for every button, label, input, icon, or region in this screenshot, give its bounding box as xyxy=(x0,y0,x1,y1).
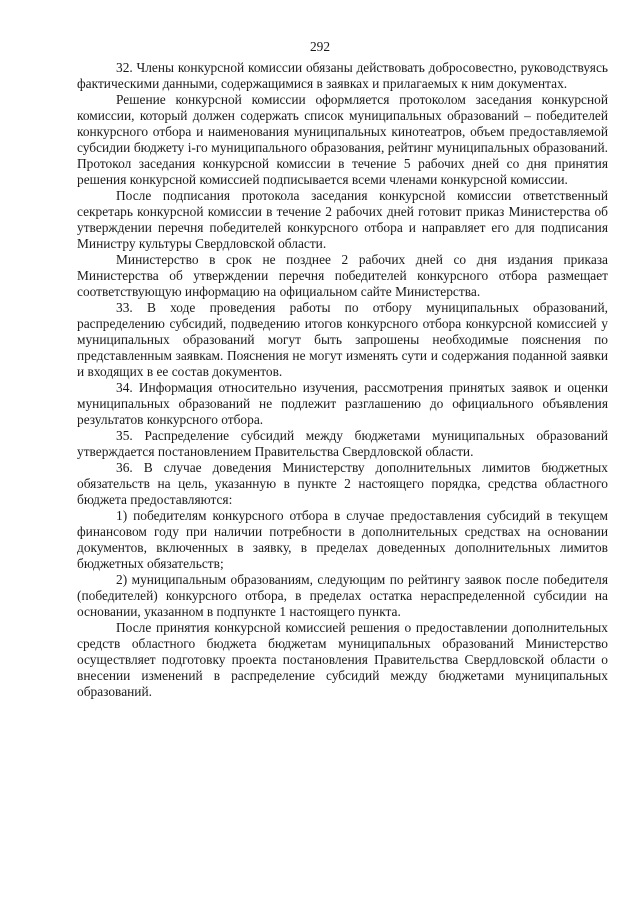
paragraph-32: 32. Члены конкурсной комиссии обязаны действовать добросовестно, руководствуясь фактическими данными, содержащимися в заявках и прилагаемых к ним документах. xyxy=(77,60,608,91)
page-number: 292 xyxy=(309,39,331,54)
paragraph-36-item-1: 1) победителям конкурсного отбора в случае предоставления субсидий в текущем финансовом году при наличии потребности в дополнительных средствах на основании документов, включенных в заявку, в пределах доведенных дополнительных лимитов бюджетных обязательств; xyxy=(77,508,608,571)
paragraph-33: 33. В ходе проведения работы по отбору муниципальных образований, распределению субсидий, подведению итогов конкурсного отбора конкурсной комиссией у муниципальных образований могут быть запрошены необходимые пояснения по представленным заявкам. Пояснения не могут изменять сути и содержания поданной заявки и входящих в ее состав документов. xyxy=(77,300,608,379)
paragraph-36-item-2: 2) муниципальным образованиям, следующим по рейтингу заявок после победителя (победителей) конкурсного отбора, в пределах остатка нераспределенной субсидии на основании, указанном в подпункте 1 настоящего пункта. xyxy=(77,572,608,619)
paragraph-website-publication: Министерство в срок не позднее 2 рабочих дней со дня издания приказа Министерства об утверждении перечня победителей конкурсного отбора размещает соответствующую информацию на официальном сайте Министерства. xyxy=(77,252,608,299)
paragraph-36: 36. В случае доведения Министерству дополнительных лимитов бюджетных обязательств на цель, указанную в пункте 2 настоящего порядка, средства областного бюджета предоставляются: xyxy=(77,460,608,507)
paragraph-35: 35. Распределение субсидий между бюджетами муниципальных образований утверждается постановлением Правительства Свердловской области. xyxy=(77,428,608,459)
paragraph-order-preparation: После подписания протокола заседания конкурсной комиссии ответственный секретарь конкурсной комиссии в течение 2 рабочих дней готовит приказ Министерства об утверждении перечня победителей конкурсного отбора и направляет его для подписания Министру культуры Свердловской области. xyxy=(77,188,608,251)
paragraph-additional-funds: После принятия конкурсной комиссией решения о предоставлении дополнительных средств областного бюджета бюджетам муниципальных образований Министерство осуществляет подготовку проекта постановления Правительства Свердловской области о внесении изменений в распределение субсидий между бюджетами муниципальных образований. xyxy=(77,620,608,699)
document-body xyxy=(77,60,608,700)
paragraph-34: 34. Информация относительно изучения, рассмотрения принятых заявок и оценки муниципальных образований не подлежит разглашению до официального объявления результатов конкурсного отбора. xyxy=(77,380,608,427)
paragraph-commission-protocol: Решение конкурсной комиссии оформляется протоколом заседания конкурсной комиссии, который должен содержать список муниципальных образований – победителей конкурсного отбора и наименования муниципальных кинотеатров, объем предоставляемой субсидии бюджету i-го муниципального образования, рейтинг муниципальных образований. Протокол заседания конкурсной комиссии в течение 5 рабочих дней со дня принятия решения конкурсной комиссией подписывается всеми членами конкурсной комиссии. xyxy=(77,92,608,187)
